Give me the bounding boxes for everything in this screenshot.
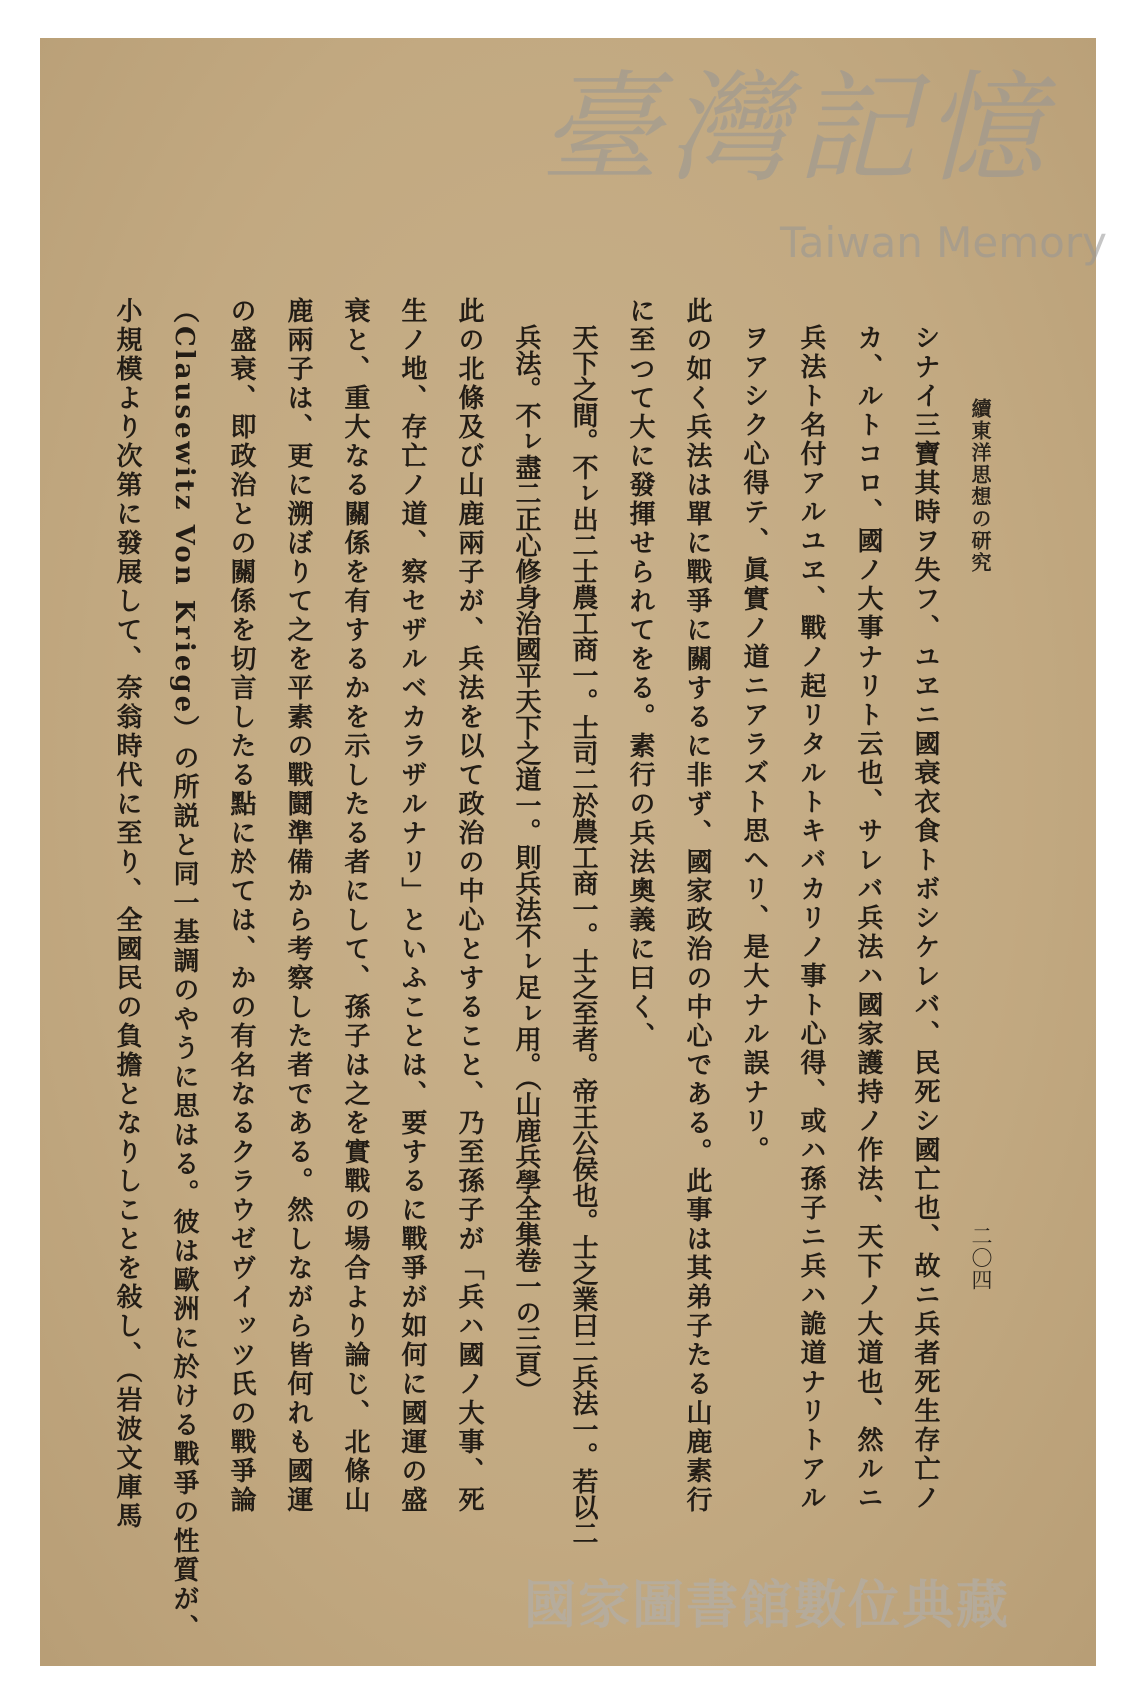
- text-column: 生ノ地、存亡ノ道、察セザルベカラザルナリ」といふことは、要するに戰爭が如何に國運の盛: [397, 297, 427, 1515]
- text-column: カ、ルトコロ、國ノ大事ナリト云也、サレバ兵法ハ國家護持ノ作法、天下ノ大道也、然ルニ: [853, 324, 883, 1513]
- text-column: 鹿兩子は、更に溯ぼりて之を平素の戰鬪準備から考察した者である。然しながら皆何れも國運: [283, 297, 313, 1515]
- watermark-calligraphy: 臺灣記憶: [540, 60, 1052, 199]
- text-column: ヲアシク心得テ、眞實ノ道ニアラズト思ヘリ、是大ナル誤ナリ。: [739, 324, 769, 1165]
- text-column: 小規模より次第に發展して、奈翁時代に至り、全國民の負擔となりしことを敍し、（岩波文庫馬: [112, 297, 142, 1531]
- text-column: 兵法ト名付アルユヱ、戰ノ起リタルトキバカリノ事ト心得、或ハ孫子ニ兵ハ詭道ナリトアル: [796, 324, 826, 1513]
- text-column: （Clausewitz Von Kriege）の所説と同一基調のやうに思はる。彼は歐洲に於ける戰爭の性質が、: [169, 297, 199, 1644]
- text-column: 衰と、重大なる關係を有するかを示したる者にして、孫子は之を實戰の場合より論じ、北條山: [340, 297, 370, 1515]
- page-number: 二〇四: [969, 1225, 993, 1291]
- text-column: シナイ三寶其時ヲ失フ、ユヱニ國衰衣食トボシケレバ、民死シ國亡也、故ニ兵者死生存亡ノ: [910, 324, 940, 1513]
- text-column: 此の北條及び山鹿兩子が、兵法を以て政治の中心とすること、乃至孫子が「兵ハ國ノ大事、死: [454, 297, 484, 1515]
- watermark-institution: 國家圖書館數位典藏: [524, 1576, 1011, 1636]
- text-column: に至つて大に發揮せられてをる。素行の兵法奧義に曰く、: [625, 297, 655, 1051]
- text-column: 兵法。不ㇾ盡二正心修身治國平天下之道一。則兵法不ㇾ足ㇾ用。（山鹿兵學全集卷一の三頁）: [511, 324, 541, 1403]
- running-title: 續東洋思想の研究: [968, 398, 992, 574]
- text-column: の盛衰、即政治との關係を切言したる點に於ては、かの有名なるクラウゼヴイッツ氏の戰爭論: [226, 297, 256, 1515]
- watermark-english: Taiwan Memory: [780, 218, 1107, 267]
- text-column: 此の如く兵法は單に戰爭に關するに非ず、國家政治の中心である。此事は其弟子たる山鹿素行: [682, 297, 712, 1515]
- text-column: 天下之間。不ㇾ出二士農工商一。士司二於農工商一。士之至者。帝王公侯也。士之業曰二兵法一。若以二: [568, 324, 598, 1546]
